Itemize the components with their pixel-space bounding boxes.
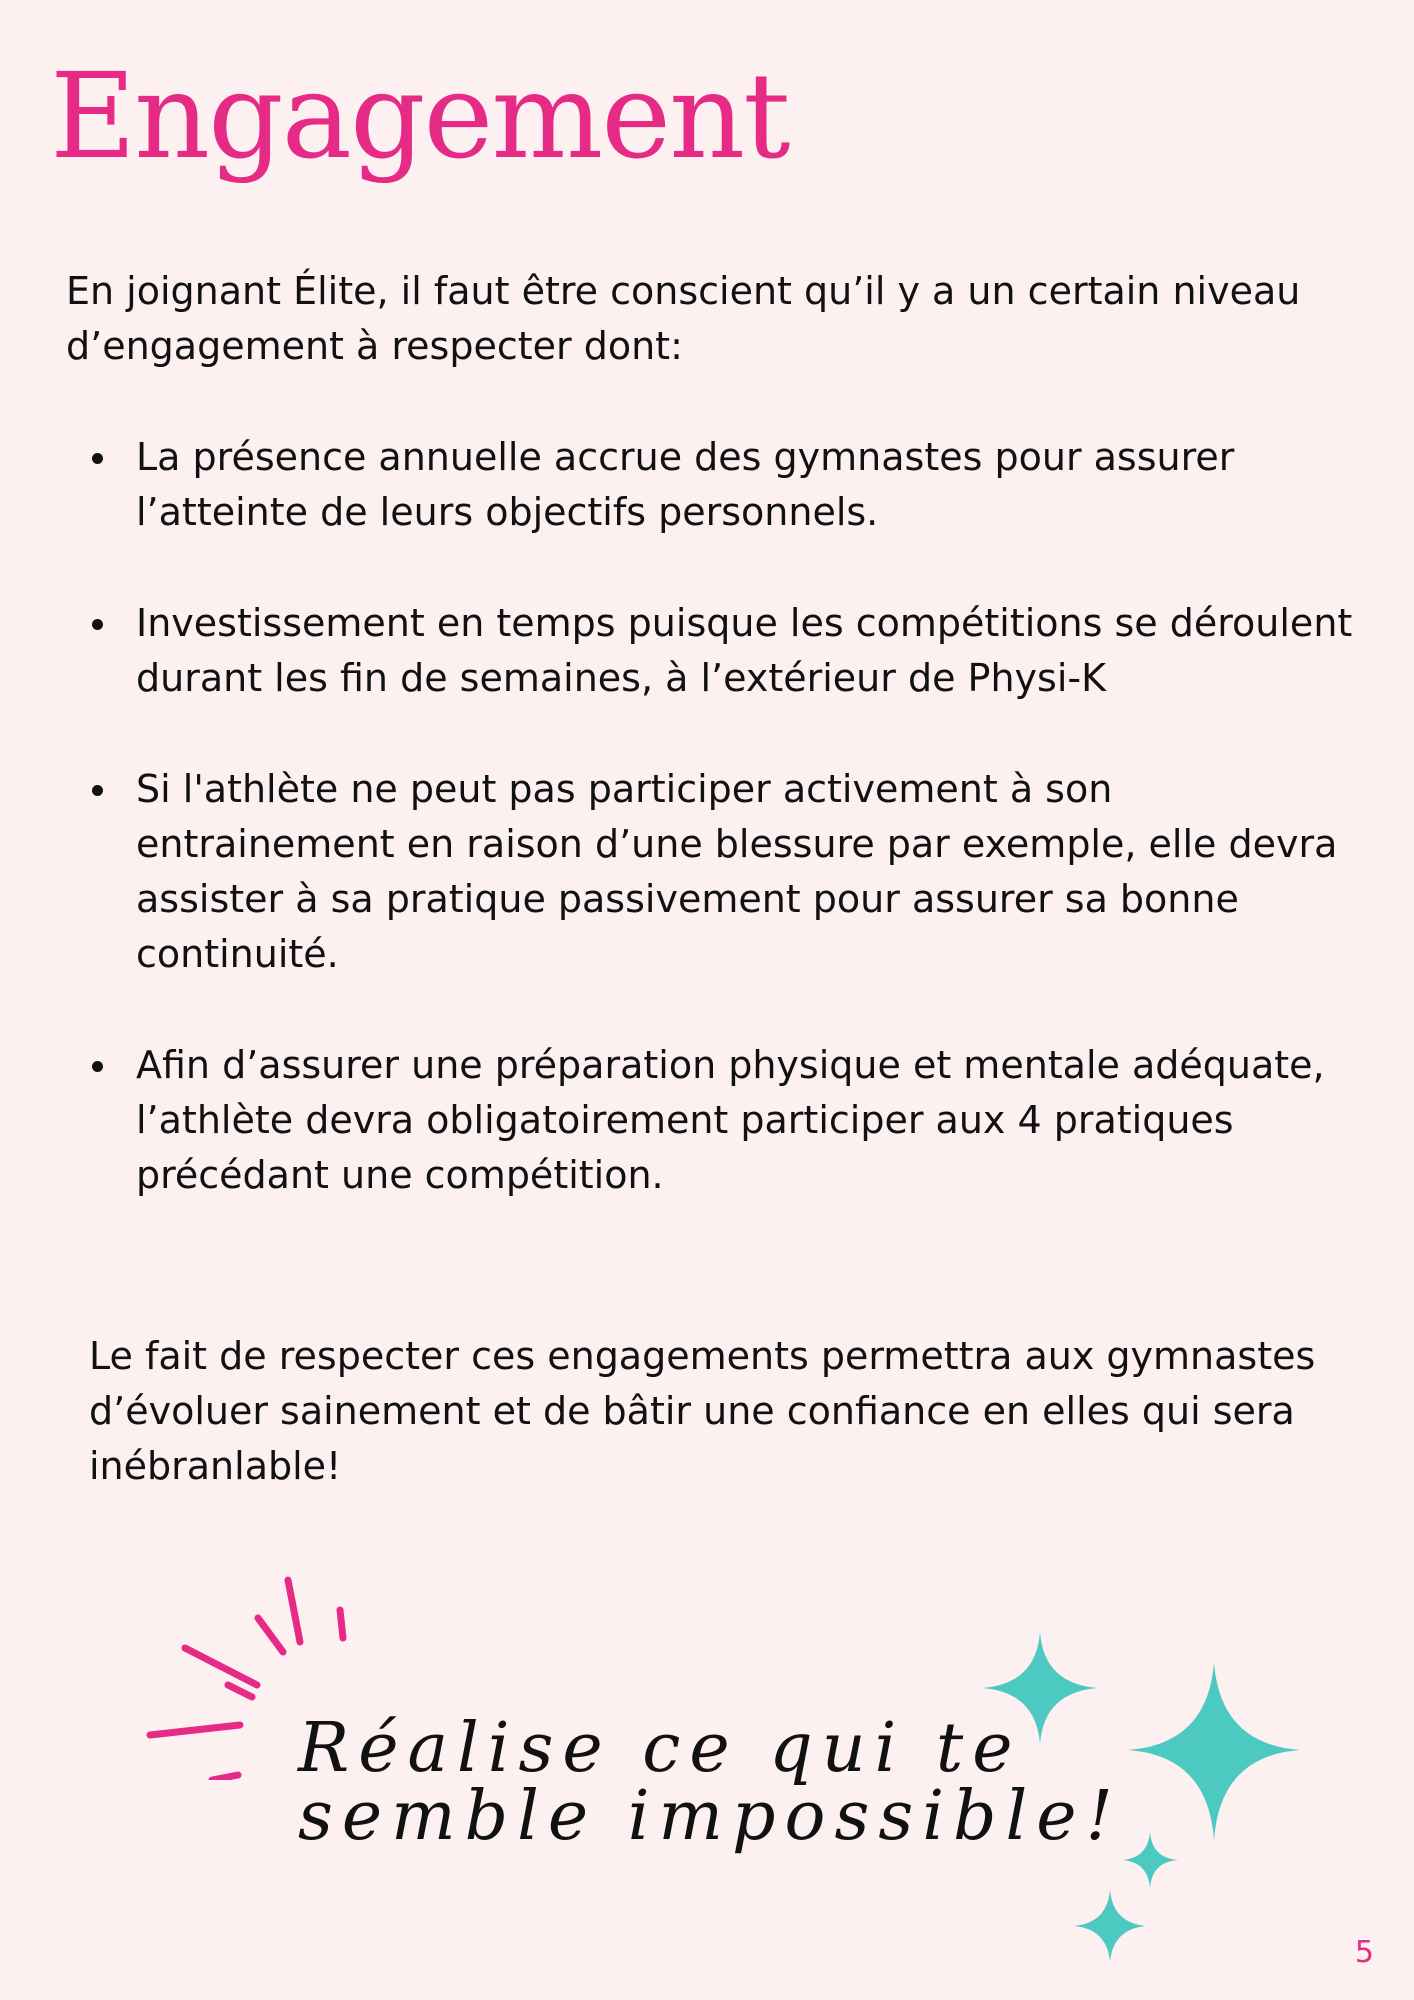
list-item	[92, 596, 1382, 706]
bullet-icon	[92, 785, 103, 796]
list-item	[92, 762, 1382, 982]
intro-paragraph: En joignant Élite, il faut être conscient qu’il y a un certain niveau d’engagement à respecter dont:	[66, 269, 1301, 368]
list-item-text: Si l'athlète ne peut pas participer activement à son entrainement en raison d’une blessure par exemple, elle devra assister à sa pratique passivement pour assurer sa bonne continuité.	[136, 767, 1338, 976]
list-item-text: La présence annuelle accrue des gymnastes pour assurer l’atteinte de leurs objectifs personnels.	[136, 435, 1235, 534]
quote-line-2: semble impossible!	[298, 1777, 1122, 1856]
quote-line-1: Réalise ce qui te	[298, 1709, 1022, 1788]
sparkle-stars-icon	[960, 1620, 1320, 1960]
commitment-list	[92, 430, 1382, 1259]
page-number: 5	[1354, 1935, 1374, 1970]
closing-paragraph: Le fait de respecter ces engagements permettra aux gymnastes d’évoluer sainement et de bâtir une confiance en elles qui sera inébranlable!	[89, 1334, 1316, 1488]
bullet-icon	[92, 619, 103, 630]
bullet-icon	[92, 1061, 103, 1072]
list-item-text: Investissement en temps puisque les compétitions se déroulent durant les fin de semaines, à l’extérieur de Physi-K	[136, 601, 1353, 700]
bullet-icon	[92, 453, 103, 464]
list-item-text: Afin d’assurer une préparation physique et mentale adéquate, l’athlète devra obligatoirement participer aux 4 pratiques précédant une compétition.	[136, 1043, 1325, 1197]
list-item	[92, 430, 1382, 540]
list-item	[92, 1038, 1382, 1203]
page-title: Engagement	[50, 47, 789, 185]
